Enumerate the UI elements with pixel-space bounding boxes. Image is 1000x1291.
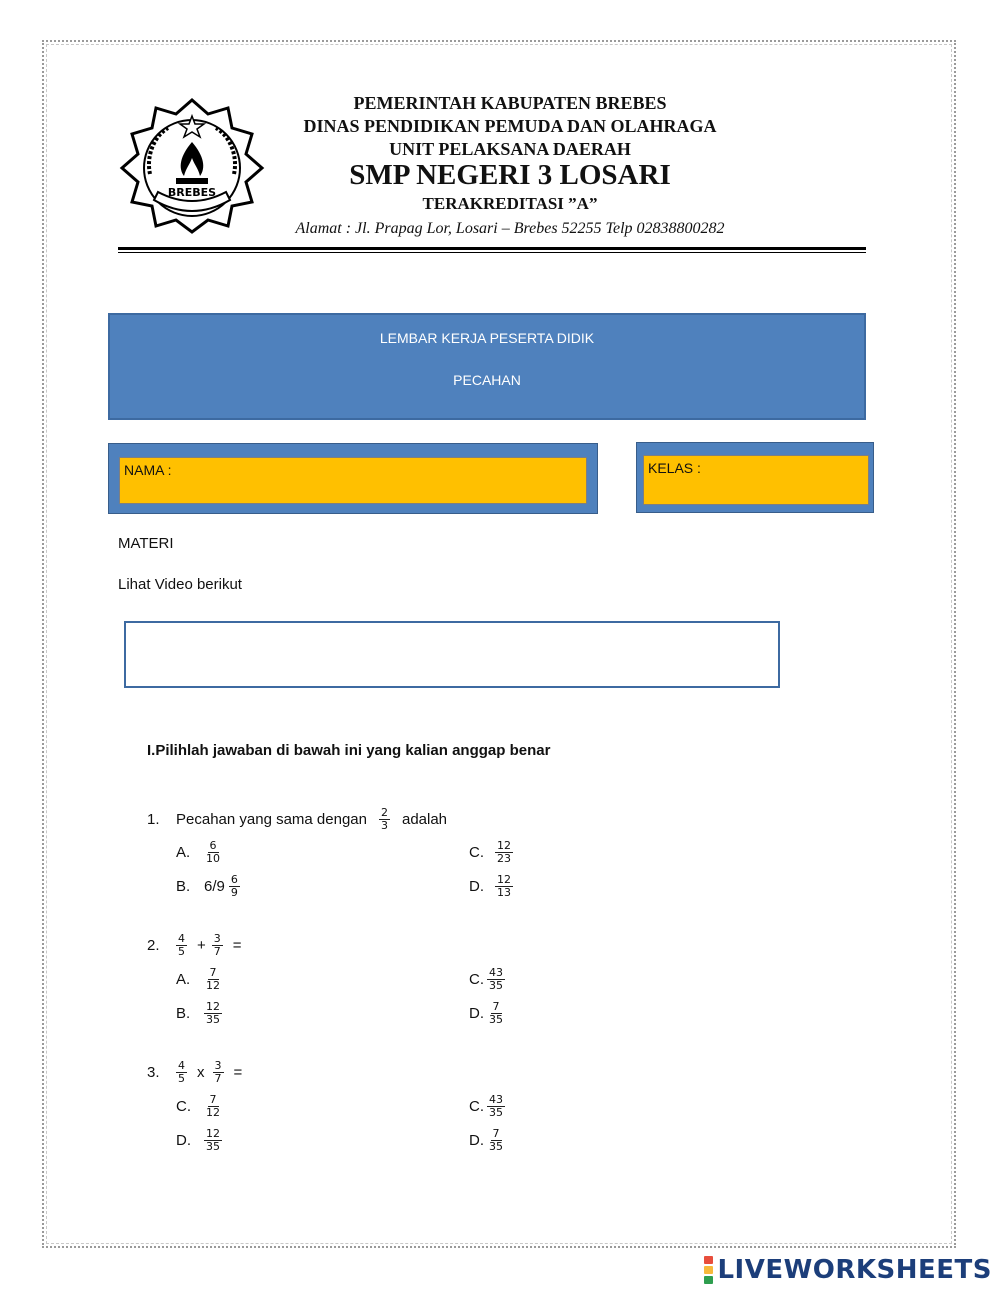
option-2a[interactable]	[176, 967, 222, 992]
fraction-right: $\frac{3}{7}$	[213, 932, 221, 958]
fraction-right: $\frac{3}{7}$	[214, 1059, 222, 1085]
fraction-left: $\frac{4}{5}$	[178, 932, 185, 958]
option-2b[interactable]	[176, 1001, 222, 1026]
question-number: 3.	[147, 1064, 160, 1081]
option-letter: B.	[176, 1005, 191, 1022]
logo-blocks-icon	[704, 1255, 713, 1285]
option-letter: A.	[176, 971, 191, 988]
option-letter: D.	[469, 878, 484, 895]
equals: =	[232, 937, 242, 954]
school-name: SMP NEGERI 3 LOSARI	[349, 159, 671, 191]
section-title: I.Pilihlah jawaban di bawah ini yang kalian anggap benar	[147, 742, 551, 759]
option-letter: C.	[469, 1098, 484, 1115]
school-logo	[116, 96, 268, 236]
question-3	[147, 1060, 242, 1085]
option-1b[interactable]	[176, 874, 240, 899]
header-line-3: UNIT PELAKSANA DAERAH	[389, 139, 631, 159]
option-letter: D.	[469, 1005, 484, 1022]
video-instruction: Lihat Video berikut	[118, 576, 242, 593]
option-3b[interactable]	[176, 1128, 222, 1153]
name-field[interactable]	[119, 457, 587, 504]
logo-text: BREBES	[167, 186, 217, 199]
option-fraction: $\frac{12}{35}$	[206, 1000, 220, 1026]
equals: =	[233, 1064, 243, 1081]
option-letter: C.	[176, 1098, 191, 1115]
option-fraction: $\frac{7}{35}$	[489, 1000, 503, 1026]
question-number: 1.	[147, 811, 160, 828]
option-fraction: $\frac{43}{35}$	[489, 966, 503, 992]
option-letter: B.	[176, 878, 191, 895]
option-1a[interactable]	[176, 840, 222, 865]
option-1d[interactable]	[469, 874, 513, 899]
option-2c[interactable]	[469, 967, 505, 992]
option-fraction: $\frac{7}{35}$	[489, 1127, 503, 1153]
class-label: KELAS :	[648, 460, 701, 476]
option-fraction: $\frac{12}{35}$	[206, 1127, 220, 1153]
question-1	[147, 807, 447, 832]
option-letter: C.	[469, 971, 484, 988]
worksheet-topic: PECAHAN	[453, 372, 521, 388]
option-fraction: $\frac{12}{13}$	[497, 873, 511, 899]
accreditation: TERAKREDITASI ”A”	[422, 194, 598, 213]
class-field[interactable]	[643, 455, 869, 505]
name-field-container	[108, 443, 598, 514]
header-line-2: DINAS PENDIDIKAN PEMUDA DAN OLAHRAGA	[303, 116, 717, 136]
class-field-container	[636, 442, 874, 513]
option-1c[interactable]	[469, 840, 513, 865]
option-fraction: $\frac{7}{12}$	[206, 966, 220, 992]
header-line-1: PEMERINTAH KABUPATEN BREBES	[353, 93, 667, 113]
option-letter: D.	[469, 1132, 484, 1149]
worksheet-title: LEMBAR KERJA PESERTA DIDIK	[379, 330, 595, 346]
video-embed-box[interactable]	[124, 621, 780, 688]
option-3c[interactable]	[469, 1094, 505, 1119]
operator: x	[197, 1064, 205, 1081]
question-number: 2.	[147, 937, 160, 954]
option-prefix: 6/9	[204, 878, 225, 895]
header-rule-thin	[118, 252, 866, 253]
worksheet-title-box	[108, 313, 866, 420]
question-2	[147, 933, 242, 958]
option-fraction: $\frac{43}{35}$	[489, 1093, 503, 1119]
option-fraction: $\frac{7}{12}$	[206, 1093, 220, 1119]
school-address: Alamat : Jl. Prapag Lor, Losari – Brebes 52255 Telp 02838800282	[295, 220, 725, 237]
header-rule-thick	[118, 247, 866, 250]
materi-heading: MATERI	[118, 535, 174, 552]
option-2d[interactable]	[469, 1001, 505, 1026]
question-text: Pecahan yang sama dengan	[176, 811, 367, 828]
fraction-left: $\frac{4}{5}$	[178, 1059, 185, 1085]
liveworksheets-logo	[704, 1255, 992, 1285]
watermark-text: LIVEWORKSHEETS	[717, 1255, 992, 1285]
option-letter: A.	[176, 844, 191, 861]
option-3d[interactable]	[469, 1128, 505, 1153]
question-text-after: adalah	[401, 811, 448, 828]
option-fraction: $\frac{6}{10}$	[206, 839, 220, 865]
option-3a[interactable]	[176, 1094, 222, 1119]
fraction: $\frac{2}{3}$	[380, 806, 388, 832]
name-label: NAMA :	[124, 462, 172, 478]
option-letter: C.	[469, 844, 484, 861]
option-fraction: $\frac{12}{23}$	[497, 839, 511, 865]
option-fraction: $\frac{6}{9}$	[230, 873, 238, 899]
operator: +	[197, 937, 206, 954]
option-letter: D.	[176, 1132, 191, 1149]
